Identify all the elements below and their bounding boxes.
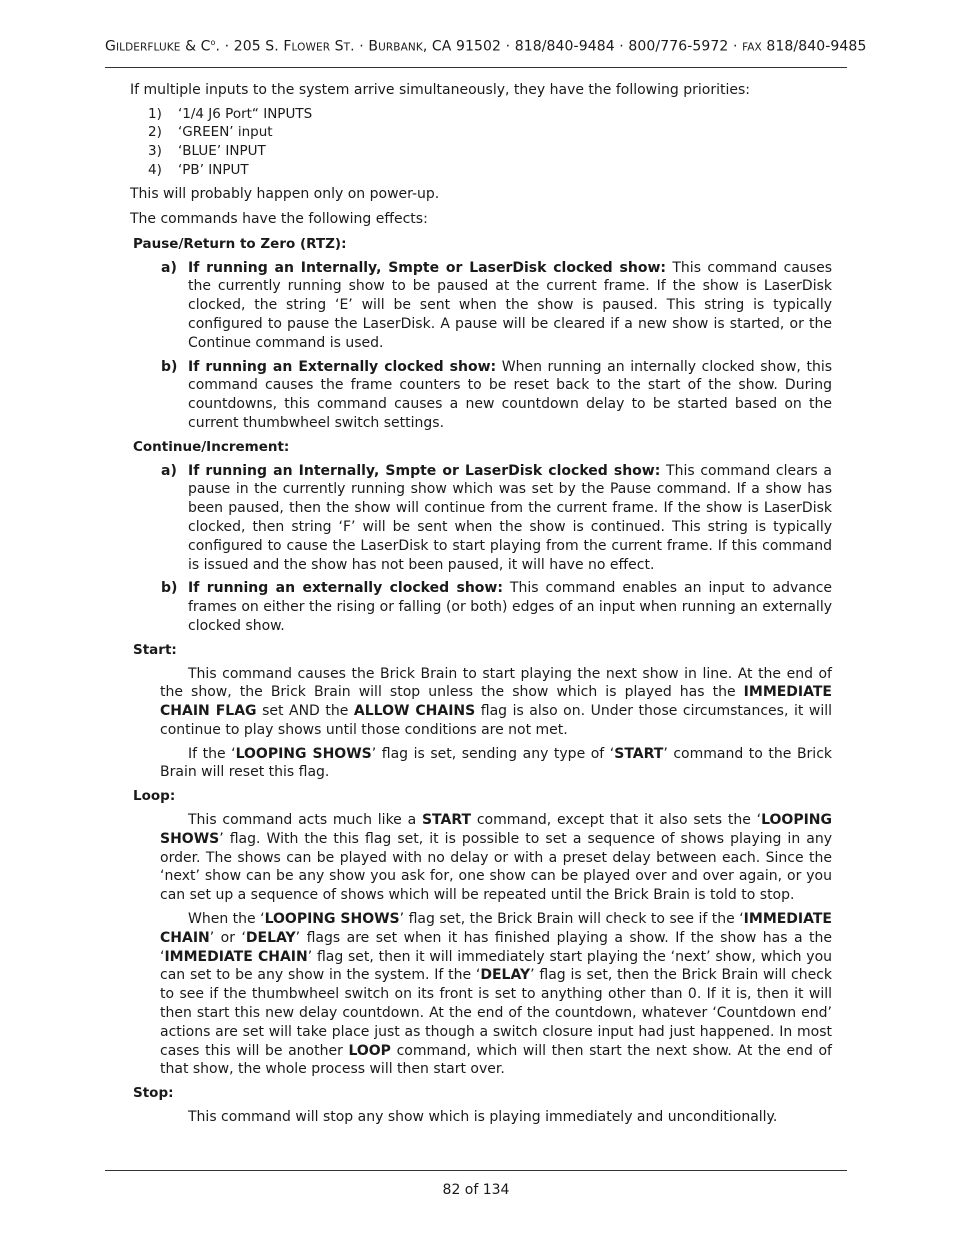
page-header [105,38,867,55]
list-item [130,142,832,161]
flag-name: IMMEDIATE CHAIN [164,948,308,965]
item-label: b) [161,358,178,375]
list-text: ‘1/4 J6 Port“ INPUTS [178,105,313,122]
flag-name: LOOPING SHOWS [235,745,372,762]
continue-item-b [130,579,832,635]
section-heading-start: Start: [133,641,177,658]
item-text: When running an internally clocked show, this command causes the frame counters to be reset back to the start of the show. During countdowns, this command causes a new countdown delay to be started based on the current thumbwheel switch settings. [188,358,833,431]
page-number: 82 of 134 [442,1182,510,1198]
flag-name: LOOPING SHOWS [160,812,832,847]
start-paragraph-2 [130,745,832,783]
header-fax-label: FAX [742,41,762,54]
item-text: This command causes the currently running show to be paused at the current frame. If the show is LaserDisk clocked, the string ‘E’ will be sent when the show is paused. This string is typically configured to pause the LaserDisk. A pause will be cleared if a new show is started, or the Continue command is used. [188,259,833,351]
list-text: ‘GREEN’ input [178,124,273,141]
command-name: START [421,812,472,829]
text-run: ’ flag is set, sending any type of ‘ [371,745,615,762]
item-text: This command clears a pause in the currently running show which was set by the Pause command. If a show has been paused, then the show will continue from the current frame. If the show is LaserDisk clocked, then string ‘F’ will be sent when the show is continued. This string is typically configured to cause the LaserDisk to start playing from the current frame. If this command is issued and the show has not been paused, it will have no effect. [188,462,832,573]
commands-note: The commands have the following effects: [130,210,428,227]
header-amp-co: & C [185,38,211,55]
item-label: b) [161,580,178,597]
header-st: T [343,41,351,54]
list-item [130,161,832,180]
command-name: LOOP [348,1042,391,1059]
header-burbank: URBANK [378,41,423,54]
header-rule [105,67,847,68]
section-heading-stop: Stop: [133,1085,174,1102]
flag-name: DELAY [245,929,296,946]
text-run: ’ or ‘ [209,929,246,946]
header-company-name: ILDERFLUKE [115,41,181,54]
continue-item-a [130,462,832,575]
list-text: ‘PB’ INPUT [178,161,249,178]
text-run: flag is also on. Under those circumstances, it will continue to play shows until those conditions are not met. [160,703,832,738]
page-body [130,81,832,1132]
list-item [130,123,832,142]
list-number: 1) [148,105,162,122]
list-item [130,105,832,124]
text-run: When the ‘ [188,911,265,928]
text-run: ’ flag is set, then the Brick Brain will check to see if the thumbwheel switch on its front is set to anything other than 0. If it is, then it will then start this new delay countdown. At the end of the countdown, whatever ‘Countdown end’ actions are set will take place just as though a switch closure input had just happened. In most cases this will be another [160,967,832,1059]
flag-name: LOOPING SHOWS [264,911,400,928]
text-run: ’ flags are set when it has finished playing a show. If the show has a the ‘ [160,929,833,965]
header-burbank-initial: B [368,38,379,55]
pause-item-b [130,358,832,433]
footer-rule [105,1170,847,1171]
text-run: ’ flag set, then it will immediately start playing the ‘next’ show, which you can set to be any show in the system. If the ‘ [160,948,833,984]
priority-list [130,105,832,179]
flag-name: DELAY [480,967,531,984]
text-run: ’ command to the Brick Brain will reset this flag. [160,745,832,781]
loop-paragraph-2 [130,910,832,1079]
list-text: ‘BLUE’ INPUT [178,142,266,159]
flag-name: IMMEDIATE CHAIN [160,911,832,946]
text-run: This command acts much like a [188,812,422,829]
text-run: This command causes the Brick Brain to start playing the next show in line. At the end of the show, the Brick Brain will stop unless the show which is played has the [160,665,832,701]
header-address-tail: , CA 91502 · 818/840-9484 · 800/776-5972 · [422,38,743,55]
text-run: ’ flag. With the this flag set, it is possible to set a sequence of shows playing in any order. The shows can be played with no delay or with a preset delay between each. Since the ‘next’ show can be any show you ask for, one show can be played over and over again, or you can set up a sequence of shows which will be repeated until the Brick Brain is told to stop. [160,830,832,904]
header-flower-initial: F [283,38,292,55]
section-heading-continue: Continue/Increment: [133,438,290,455]
header-company-initial: G [105,38,116,55]
header-fax-number: 818/840-9485 [761,38,867,55]
item-lead: If running an Internally, Smpte or LaserDisk clocked show: [188,462,661,479]
text-run: set AND the [256,703,354,720]
header-st-initial: S [330,38,344,55]
intro-text: If multiple inputs to the system arrive simultaneously, they have the following priorities: [130,82,750,98]
text-run: command, which will then start the next show. At the end of that show, the whole process will then start over. [160,1042,832,1078]
header-co-mark: o [210,38,216,47]
header-flower: LOWER [291,41,331,54]
list-number: 3) [148,142,162,159]
item-lead: If running an externally clocked show: [188,580,503,597]
item-label: a) [161,462,177,479]
item-lead: If running an Externally clocked show: [188,358,497,375]
item-text: This command enables an input to advance frames on either the rising or falling (or both) edges of an input when running an externally clocked show. [188,580,832,634]
flag-name: IMMEDIATE CHAIN FLAG [160,684,832,720]
header-sep-2: . · [350,38,369,55]
section-heading-loop: Loop: [133,788,176,805]
text-run: command, except that it also sets the ‘ [471,812,762,829]
item-label: a) [161,259,177,276]
command-name: START [614,745,664,762]
item-lead: If running an Internally, Smpte or LaserDisk clocked show: [188,259,666,276]
stop-paragraph-1: This command will stop any show which is playing immediately and unconditionally. [188,1109,778,1126]
text-run: If the ‘ [188,745,236,762]
list-number: 4) [148,161,162,178]
text-run: ’ flag set, the Brick Brain will check to see if the ‘ [399,911,744,928]
flag-name: ALLOW CHAINS [353,703,476,720]
powerup-note: This will probably happen only on power-up. [130,186,440,203]
loop-paragraph-1 [130,811,832,905]
section-heading-pause: Pause/Return to Zero (RTZ): [133,235,347,252]
start-paragraph-1 [130,665,832,740]
pause-item-a [130,259,832,353]
list-number: 2) [148,124,162,141]
header-sep-1: . · 205 S. [215,38,284,55]
